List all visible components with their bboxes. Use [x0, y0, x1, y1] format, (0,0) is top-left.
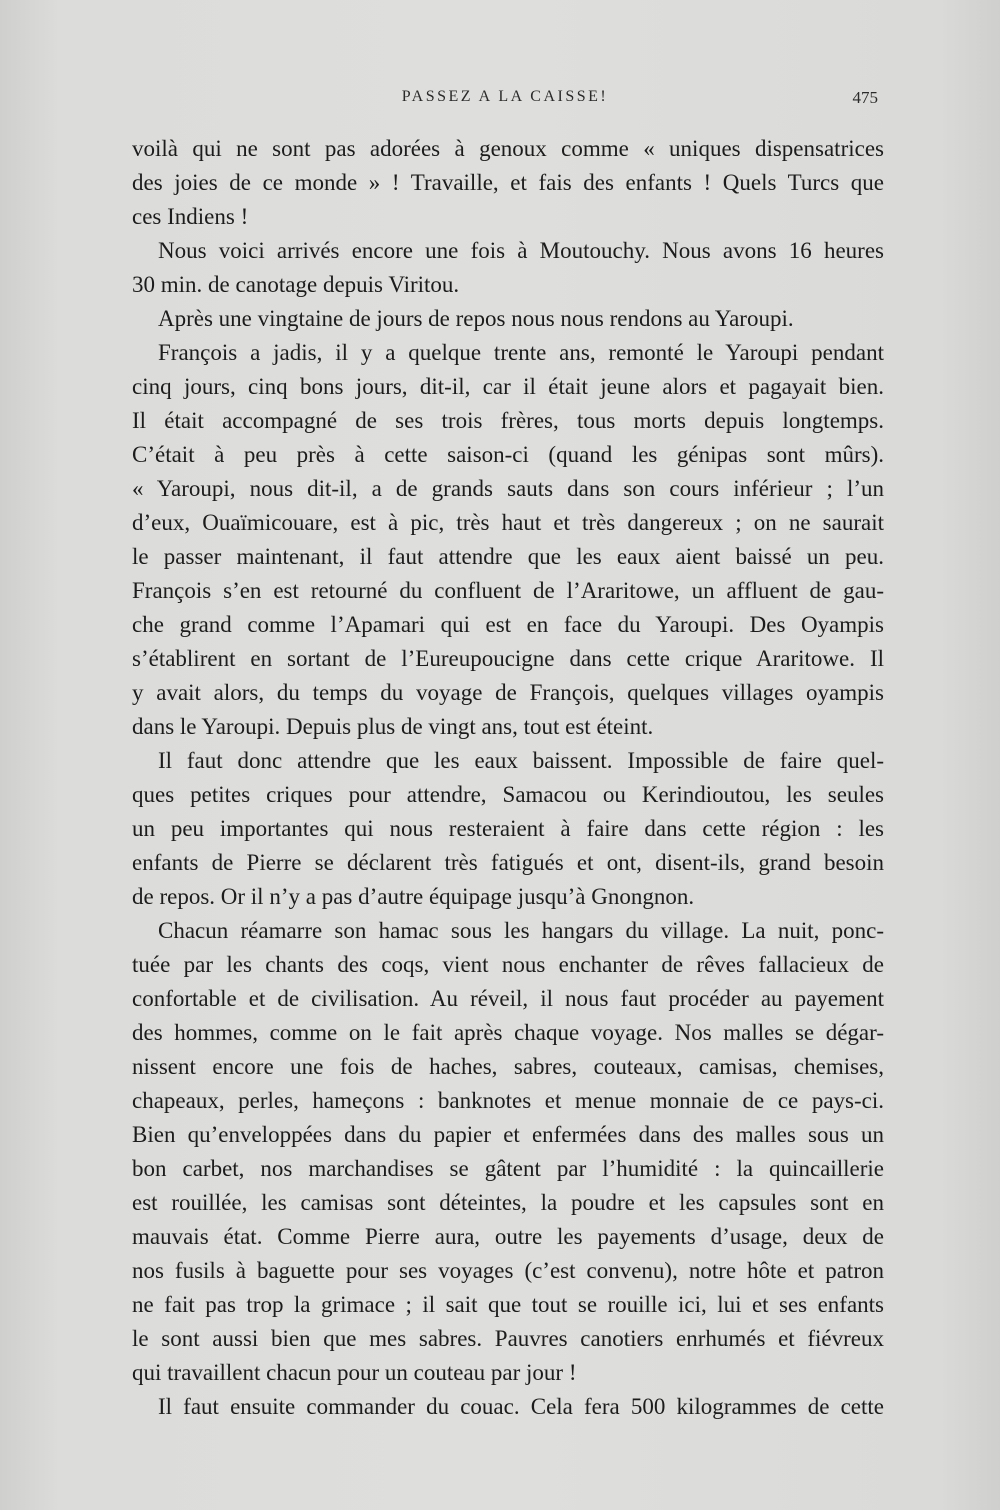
text-line: de repos. Or il n’y a pas d’autre équipage jusqu’à Gnongnon.	[132, 884, 695, 909]
text-line: François a jadis, il y a quelque trente ans, remonté le Yaroupi pendant	[158, 340, 884, 365]
text-line: Il faut donc attendre que les eaux baissent. Impossible de faire quel-	[158, 748, 884, 773]
text-line: nos fusils à baguette pour ses voyages (c’est convenu), notre hôte et patron	[132, 1258, 884, 1283]
text-line: ques petites criques pour attendre, Samacou ou Kerindioutou, les seules	[132, 782, 884, 807]
text-line: le passer maintenant, il faut attendre que les eaux aient baissé un peu.	[132, 544, 884, 569]
text-line: che grand comme l’Apamari qui est en face du Yaroupi. Des Oyampis	[132, 612, 884, 637]
text-line: un peu importantes qui nous resteraient à faire dans cette région : les	[132, 816, 884, 841]
text-line: Chacun réamarre son hamac sous les hangars du village. La nuit, ponc-	[158, 918, 884, 943]
text-line: mauvais état. Comme Pierre aura, outre les payements d’usage, deux de	[132, 1224, 884, 1249]
text-line: Après une vingtaine de jours de repos nous nous rendons au Yaroupi.	[158, 306, 794, 331]
text-line: François s’en est retourné du confluent de l’Araritowe, un affluent de gau-	[132, 578, 884, 603]
text-line: Bien qu’enveloppées dans du papier et enfermées dans des malles sous un	[132, 1122, 884, 1147]
body-text	[132, 132, 884, 1424]
running-title: PASSEZ A LA CAISSE!	[401, 88, 609, 105]
page-number: 475	[852, 88, 878, 107]
text-line: voilà qui ne sont pas adorées à genoux comme « uniques dispensatrices	[132, 136, 884, 161]
text-line: bon carbet, nos marchandises se gâtent par l’humidité : la quincaillerie	[132, 1156, 884, 1181]
text-line: chapeaux, perles, hameçons : banknotes et menue monnaie de ce pays-ci.	[132, 1088, 884, 1113]
text-line: le sont aussi bien que mes sabres. Pauvres canotiers enrhumés et fiévreux	[132, 1326, 884, 1351]
text-line: ne fait pas trop la grimace ; il sait que tout se rouille ici, lui et ses enfants	[132, 1292, 884, 1317]
text-line: ces Indiens !	[132, 204, 249, 229]
text-line: est rouillée, les camisas sont déteintes, la poudre et les capsules sont en	[132, 1190, 884, 1215]
text-line: Il était accompagné de ses trois frères, tous morts depuis longtemps.	[132, 408, 884, 433]
text-line: Il faut ensuite commander du couac. Cela fera 500 kilogrammes de cette	[158, 1394, 884, 1419]
text-line: qui travaillent chacun pour un couteau par jour !	[132, 1360, 577, 1385]
running-head	[132, 88, 878, 118]
text-line: tuée par les chants des coqs, vient nous enchanter de rêves fallacieux de	[132, 952, 884, 977]
text-line: d’eux, Ouaïmicouare, est à pic, très haut et très dangereux ; on ne saurait	[132, 510, 884, 535]
text-line: dans le Yaroupi. Depuis plus de vingt ans, tout est éteint.	[132, 714, 654, 739]
text-line: cinq jours, cinq bons jours, dit-il, car il était jeune alors et pagayait bien.	[132, 374, 884, 399]
text-line: nissent encore une fois de haches, sabres, couteaux, camisas, chemises,	[132, 1054, 884, 1079]
text-line: enfants de Pierre se déclarent très fatigués et ont, disent-ils, grand besoin	[132, 850, 884, 875]
text-line: s’établirent en sortant de l’Eureupoucigne dans cette crique Araritowe. Il	[132, 646, 884, 671]
text-line: C’était à peu près à cette saison-ci (quand les génipas sont mûrs).	[132, 442, 884, 467]
text-line: y avait alors, du temps du voyage de François, quelques villages oyampis	[132, 680, 884, 705]
text-line: des hommes, comme on le fait après chaque voyage. Nos malles se dégar-	[132, 1020, 884, 1045]
text-line: Nous voici arrivés encore une fois à Moutouchy. Nous avons 16 heures	[158, 238, 884, 263]
text-line: des joies de ce monde » ! Travaille, et fais des enfants ! Quels Turcs que	[132, 170, 884, 195]
text-line: 30 min. de canotage depuis Viritou.	[132, 272, 460, 297]
text-line: confortable et de civilisation. Au réveil, il nous faut procéder au payement	[132, 986, 884, 1011]
text-line: « Yaroupi, nous dit-il, a de grands sauts dans son cours inférieur ; l’un	[132, 476, 884, 501]
